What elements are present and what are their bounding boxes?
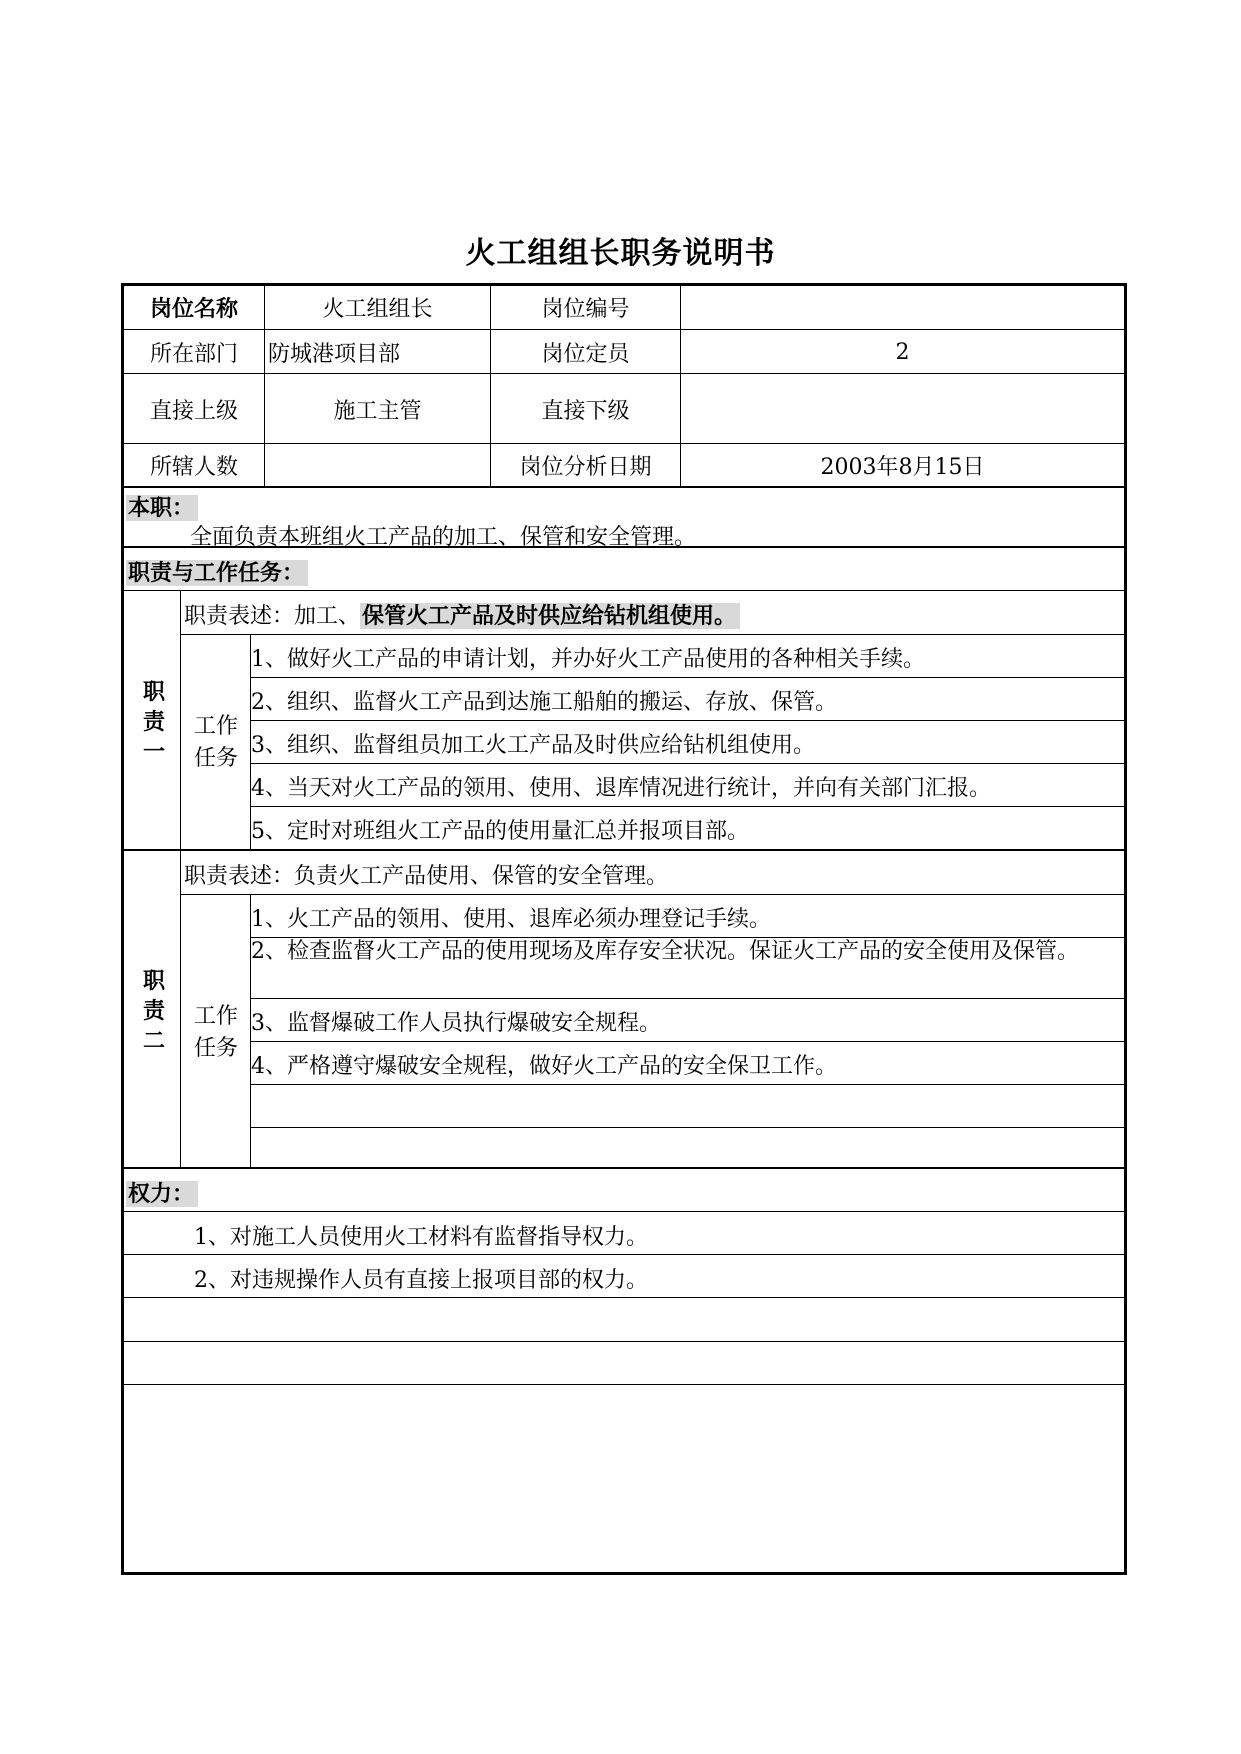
duty-two-task-2: 2、检查监督火工产品的使用现场及库存安全状况。保证火工产品的安全使用及保管。 <box>251 939 1079 964</box>
duty-one-task-5: 5、定时对班组火工产品的使用量汇总并报项目部。 <box>251 819 749 844</box>
power-item-2: 2、对违规操作人员有直接上报项目部的权力。 <box>194 1268 648 1293</box>
duty-one-task-4: 4、当天对火工产品的领用、使用、退库情况进行统计，并向有关部门汇报。 <box>251 776 991 801</box>
header-row-4 <box>124 443 1124 487</box>
duty-two-description: 职责表述：负责火工产品使用、保管的安全管理。 <box>184 864 669 889</box>
duty-two-task-1: 1、火工产品的领用、使用、退库必须办理登记手续。 <box>251 907 771 932</box>
label-direct-subordinate: 直接下级 <box>490 374 680 444</box>
duty-two-task-3: 3、监督爆破工作人员执行爆破安全规程。 <box>251 1011 661 1036</box>
basic-duty-label: 本职： <box>126 495 198 521</box>
page-title: 火工组组长职务说明书 <box>465 236 776 271</box>
duty-two-side-label: 职 责 二 <box>142 968 165 1054</box>
basic-duty-section <box>124 486 1124 548</box>
value-staff-count <box>264 444 490 487</box>
duties-label: 职责与工作任务： <box>126 560 308 586</box>
duty-one-task-3: 3、组织、监督组员加工火工产品及时供应给钻机组使用。 <box>251 733 815 758</box>
header-row-1 <box>124 286 1124 329</box>
value-direct-subordinate <box>680 374 1124 444</box>
duty-one-description: 职责表述：加工、保管火工产品及时供应给钻机组使用。 <box>184 599 740 630</box>
label-direct-superior: 直接上级 <box>149 398 238 424</box>
power-row-2 <box>124 1254 1124 1298</box>
duty-two-task-label: 工作 任务 <box>193 1004 238 1061</box>
header-row-2 <box>124 329 1124 374</box>
value-position-name: 火工组组长 <box>264 286 490 329</box>
duty-two-task-4: 4、严格遵守爆破安全规程，做好火工产品的安全保卫工作。 <box>251 1054 837 1079</box>
value-headcount: 2 <box>680 330 1124 374</box>
power-row-1 <box>124 1211 1124 1255</box>
label-department: 所在部门 <box>149 341 238 367</box>
header-row-3 <box>124 373 1124 444</box>
basic-duty-text: 全面负责本班组火工产品的加工、保管和安全管理。 <box>190 525 697 550</box>
duties-header <box>124 546 1124 592</box>
duty-one-task-1: 1、做好火工产品的申请计划，并办好火工产品使用的各种相关手续。 <box>251 647 925 672</box>
value-direct-superior: 施工主管 <box>264 374 490 444</box>
value-department: 防城港项目部 <box>264 330 490 374</box>
label-analysis-date: 岗位分析日期 <box>490 444 680 487</box>
duty-one-task-2: 2、组织、监督火工产品到达施工船舶的搬运、存放、保管。 <box>251 690 837 715</box>
value-analysis-date: 2003年8月15日 <box>680 444 1124 487</box>
label-position-name: 岗位名称 <box>149 296 238 322</box>
label-staff-count: 所辖人数 <box>149 455 238 480</box>
duty-one-block <box>124 590 1124 850</box>
label-position-code: 岗位编号 <box>490 286 680 329</box>
duty-one-side-label: 职 责 一 <box>142 679 165 765</box>
power-item-1: 1、对施工人员使用火工材料有监督指导权力。 <box>194 1225 648 1250</box>
duty-one-task-label: 工作 任务 <box>193 714 238 771</box>
duty-two-block <box>124 849 1124 1169</box>
power-row-5 <box>124 1384 1124 1428</box>
power-row-3 <box>124 1297 1124 1342</box>
power-label: 权力： <box>126 1181 198 1207</box>
power-row-4 <box>124 1341 1124 1385</box>
job-description-table <box>121 283 1127 1575</box>
power-header <box>124 1167 1124 1213</box>
value-position-code <box>680 286 1124 329</box>
label-headcount: 岗位定员 <box>490 330 680 374</box>
